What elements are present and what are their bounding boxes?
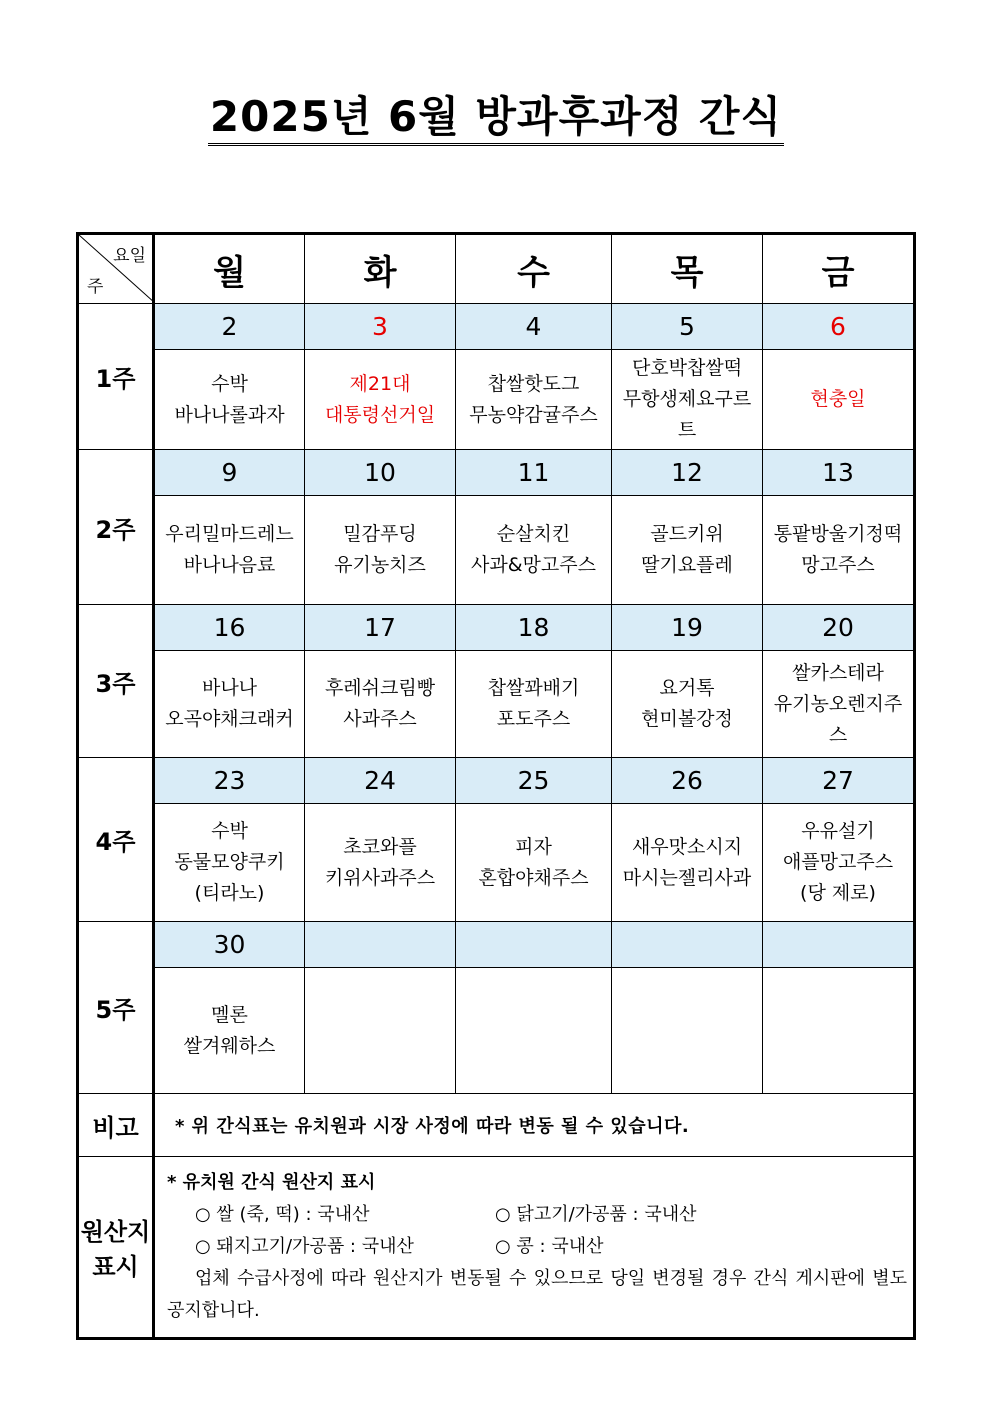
snack-cell-thu [612, 350, 763, 450]
snack-cell-fri [763, 496, 915, 605]
snack-item-line: 스 [828, 723, 848, 746]
snack-row [78, 350, 915, 450]
snack-cell-mon [154, 350, 305, 450]
snack-item-line: 쌀겨웨하스 [183, 1034, 276, 1057]
snack-item-line: 우리밀마드레느 [165, 523, 294, 545]
snack-cell-fri [763, 804, 915, 922]
title-text: 2025년 6월 방과후과정 간식 [208, 92, 784, 146]
date-cell-wed [456, 922, 612, 968]
origin-label-line1: 원산지 [80, 1218, 151, 1246]
snack-item-line: 피자 [515, 835, 552, 858]
snack-item-line: 대통령선거일 [324, 403, 436, 426]
date-cell-thu: 26 [612, 758, 763, 804]
remarks-label: 비고 [78, 1094, 154, 1157]
origin-label [78, 1157, 154, 1339]
snack-cell-wed [456, 968, 612, 1094]
snack-item-line: 사과&망고주스 [471, 554, 596, 576]
date-cell-wed: 25 [456, 758, 612, 804]
snack-item-line: 초코와플 [343, 835, 417, 858]
snack-cell-thu [612, 651, 763, 758]
origin-content [154, 1157, 915, 1339]
snack-row [78, 804, 915, 922]
snack-item-line: 키위사과주스 [324, 866, 436, 889]
date-cell-tue [305, 922, 456, 968]
page-title [0, 84, 992, 144]
snack-item-line: 무농약감귤주스 [469, 403, 598, 426]
date-cell-tue: 17 [305, 605, 456, 651]
snack-item-line: 통팥방울기정떡 [773, 523, 903, 545]
snack-item-line: 수박 [211, 820, 248, 842]
snack-item-line: 쌀카스테라 [792, 661, 884, 684]
origin-pork: ○ 돼지고기/가공품 : 국내산 [195, 1236, 414, 1257]
snack-cell-wed [456, 804, 612, 922]
snack-cell-thu [612, 804, 763, 922]
snack-cell-wed [456, 496, 612, 605]
snack-cell-thu [612, 968, 763, 1094]
date-cell-fri: 6 [763, 304, 915, 350]
corner-day-label: 요일 [113, 246, 146, 266]
remarks-text: * 위 간식표는 유치원과 시장 사정에 따라 변동 될 수 있습니다. [154, 1094, 915, 1157]
snack-cell-mon [154, 651, 305, 758]
snack-item-line: 단호박찹쌀떡 [631, 357, 743, 379]
snack-cell-fri [763, 968, 915, 1094]
snack-cell-mon [154, 968, 305, 1094]
snack-cell-wed [456, 350, 612, 450]
snack-item-line: 후레쉬크림빵 [324, 677, 436, 699]
origin-rice: ○ 쌀 (죽, 떡) : 국내산 [195, 1204, 370, 1225]
origin-notice: 업체 수급사정에 따라 원산지가 변동될 수 있으므로 당일 변경될 경우 간식 게시판에 별도 공지합니다. [167, 1268, 907, 1321]
snack-cell-tue [305, 651, 456, 758]
origin-chicken: ○ 닭고기/가공품 : 국내산 [495, 1204, 697, 1225]
week-label: 3주 [78, 605, 154, 758]
remarks-row [78, 1094, 915, 1157]
snack-cell-thu [612, 496, 763, 605]
snack-row [78, 496, 915, 605]
date-cell-mon: 30 [154, 922, 305, 968]
date-cell-fri [763, 922, 915, 968]
snack-cell-mon [154, 804, 305, 922]
week-label: 5주 [78, 922, 154, 1094]
origin-row [78, 1157, 915, 1339]
date-row [78, 304, 915, 350]
snack-item-line: 유기농치즈 [334, 554, 426, 576]
origin-line-2 [167, 1231, 907, 1263]
snack-item-line: 망고주스 [801, 554, 875, 576]
snack-item-line: 바나나롤과자 [174, 403, 285, 426]
date-cell-thu [612, 922, 763, 968]
snack-item-line: 애플망고주스 [782, 851, 894, 873]
snack-cell-tue [305, 496, 456, 605]
date-cell-mon: 2 [154, 304, 305, 350]
date-cell-mon: 23 [154, 758, 305, 804]
day-header-mon: 월 [154, 234, 305, 304]
snack-item-line: 유기농오렌지주 [773, 692, 903, 715]
snack-item-line: 멜론 [211, 1003, 248, 1026]
date-cell-thu: 5 [612, 304, 763, 350]
snack-item-line: 오곡야채크래커 [165, 708, 294, 730]
week-label: 2주 [78, 450, 154, 605]
date-cell-wed: 4 [456, 304, 612, 350]
snack-item-line: 현미볼강정 [641, 708, 733, 730]
date-cell-fri: 20 [763, 605, 915, 651]
snack-item-line: 우유설기 [801, 820, 875, 842]
date-cell-tue: 3 [305, 304, 456, 350]
date-row [78, 758, 915, 804]
snack-item-line: 마시는젤리사과 [622, 866, 752, 889]
date-row [78, 922, 915, 968]
day-header-fri: 금 [763, 234, 915, 304]
day-header-tue: 화 [305, 234, 456, 304]
date-cell-fri: 13 [763, 450, 915, 496]
origin-line-1 [167, 1199, 907, 1231]
snack-item-line: 바나나음료 [183, 554, 276, 576]
corner-cell [78, 234, 154, 304]
origin-bean: ○ 콩 : 국내산 [495, 1236, 604, 1257]
corner-week-label: 주 [87, 277, 104, 297]
header-row [78, 234, 915, 304]
snack-item-line: 찹쌀꽈배기 [487, 677, 580, 699]
snack-cell-tue [305, 804, 456, 922]
snack-item-line: 새우맛소시지 [631, 835, 743, 858]
day-header-thu: 목 [612, 234, 763, 304]
snack-cell-fri [763, 651, 915, 758]
snack-item-line: 요거톡 [659, 677, 715, 699]
snack-cell-tue [305, 968, 456, 1094]
snack-item-line: (당 제로) [800, 882, 876, 904]
snack-item-line: 사과주스 [343, 708, 417, 730]
date-row [78, 450, 915, 496]
date-row [78, 605, 915, 651]
snack-item-line: 현충일 [810, 388, 866, 410]
date-cell-thu: 12 [612, 450, 763, 496]
date-cell-thu: 19 [612, 605, 763, 651]
snack-menu-table [76, 232, 916, 1340]
snack-cell-tue [305, 350, 456, 450]
snack-row [78, 968, 915, 1094]
snack-item-line: 순살치킨 [496, 523, 571, 545]
origin-heading: * 유치원 간식 원산지 표시 [167, 1172, 376, 1193]
date-cell-fri: 27 [763, 758, 915, 804]
snack-item-line: 제21대 [349, 372, 411, 395]
date-cell-mon: 16 [154, 605, 305, 651]
snack-item-line: 포도주스 [496, 708, 571, 730]
date-cell-tue: 10 [305, 450, 456, 496]
snack-item-line: 골드키위 [650, 523, 724, 545]
snack-cell-mon [154, 496, 305, 605]
week-label: 1주 [78, 304, 154, 450]
snack-item-line: 바나나 [201, 677, 258, 699]
snack-item-line: 딸기요플레 [641, 554, 733, 576]
snack-item-line: 트 [677, 419, 697, 441]
snack-item-line: 혼합야채주스 [478, 866, 589, 889]
snack-cell-wed [456, 651, 612, 758]
date-cell-wed: 11 [456, 450, 612, 496]
snack-item-line: 동물모양쿠키 [174, 851, 285, 873]
date-cell-mon: 9 [154, 450, 305, 496]
origin-label-line2: 표시 [92, 1253, 139, 1281]
snack-item-line: 밀감푸딩 [343, 523, 417, 545]
date-cell-tue: 24 [305, 758, 456, 804]
snack-item-line: 찹쌀핫도그 [487, 372, 580, 395]
day-header-wed: 수 [456, 234, 612, 304]
snack-item-line: 수박 [211, 372, 248, 395]
snack-cell-fri [763, 350, 915, 450]
snack-item-line: 무항생제요구르 [622, 388, 752, 410]
date-cell-wed: 18 [456, 605, 612, 651]
snack-row [78, 651, 915, 758]
week-label: 4주 [78, 758, 154, 922]
snack-item-line: (티라노) [194, 882, 265, 904]
